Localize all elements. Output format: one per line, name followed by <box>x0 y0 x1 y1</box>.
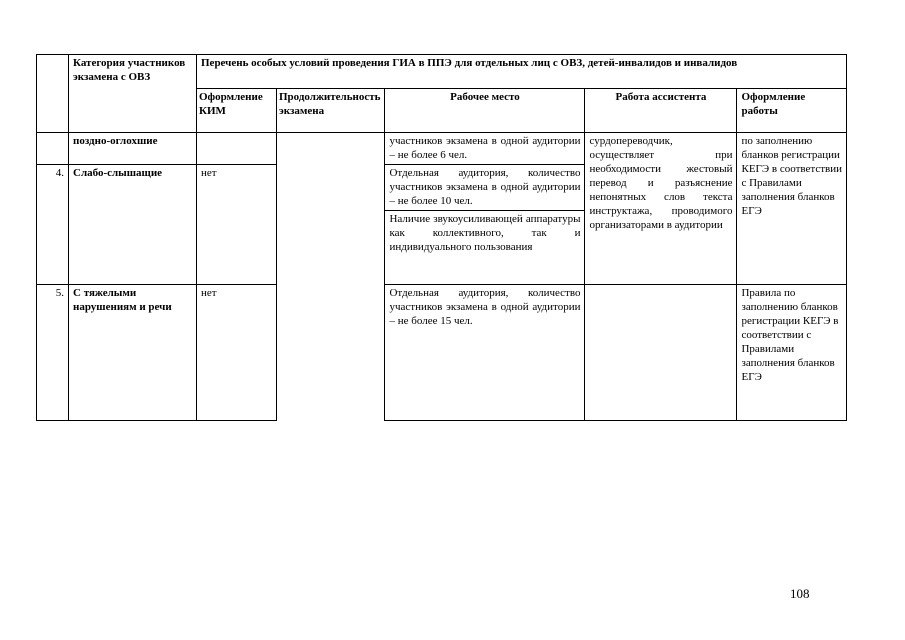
header-workplace: Рабочее место <box>385 89 585 133</box>
row-kim <box>197 133 277 165</box>
row-category: Слабо-слышащие <box>69 165 197 285</box>
row-workplace: участников экзамена в одной аудитории – не более 6 чел. <box>385 133 585 165</box>
row-category: С тяжелыми нарушениям и речи <box>69 285 197 421</box>
table-row <box>37 133 847 165</box>
row-kim: нет <box>197 165 277 285</box>
row-number: 4. <box>37 165 69 285</box>
row-assistant: сурдопереводчик, осуществляет при необходимости жестовый перевод и разъяснение непонятных слов текста инструктажа, проводимого организаторами в аудитории <box>585 133 737 285</box>
row-workplace <box>385 165 585 285</box>
row-workplace-text: Отдельная аудитория, количество участников экзамена в одной аудитории – не более 10 чел. <box>389 167 581 207</box>
conditions-table <box>36 54 847 421</box>
header-form: Оформление работы <box>737 89 847 133</box>
header-row-1 <box>37 55 847 89</box>
row-form: Правила по заполнению бланков регистрации КЕГЭ в соответствии с Правилами заполнения бланков ЕГЭ <box>737 285 847 421</box>
header-duration: Продолжительность экзамена <box>277 89 385 133</box>
row-form: по заполнению бланков регистрации КЕГЭ в соответствии с Правилами заполнения бланков ЕГЭ <box>737 133 847 285</box>
row-category: поздно-оглохшие <box>69 133 197 165</box>
row-assistant <box>585 285 737 421</box>
row-workplace-extra: Наличие звукоусиливающей аппаратуры как коллективного, так и индивидуального пользования <box>385 210 584 254</box>
row-number: 5. <box>37 285 69 421</box>
row-kim: нет <box>197 285 277 421</box>
page-number: 108 <box>790 586 810 601</box>
header-num-cell <box>37 55 69 133</box>
header-assistant: Работа ассистента <box>585 89 737 133</box>
header-category: Категория участников экзамена с ОВЗ <box>69 55 197 133</box>
row-workplace: Отдельная аудитория, количество участников экзамена в одной аудитории – не более 15 чел. <box>385 285 585 421</box>
row-duration-empty <box>277 133 385 421</box>
header-conditions-title: Перечень особых условий проведения ГИА в ППЭ для отдельных лиц с ОВЗ, детей-инвалидов и инвалидов <box>197 55 847 89</box>
header-kim: Оформление КИМ <box>197 89 277 133</box>
row-number <box>37 133 69 165</box>
table-row <box>37 285 847 421</box>
